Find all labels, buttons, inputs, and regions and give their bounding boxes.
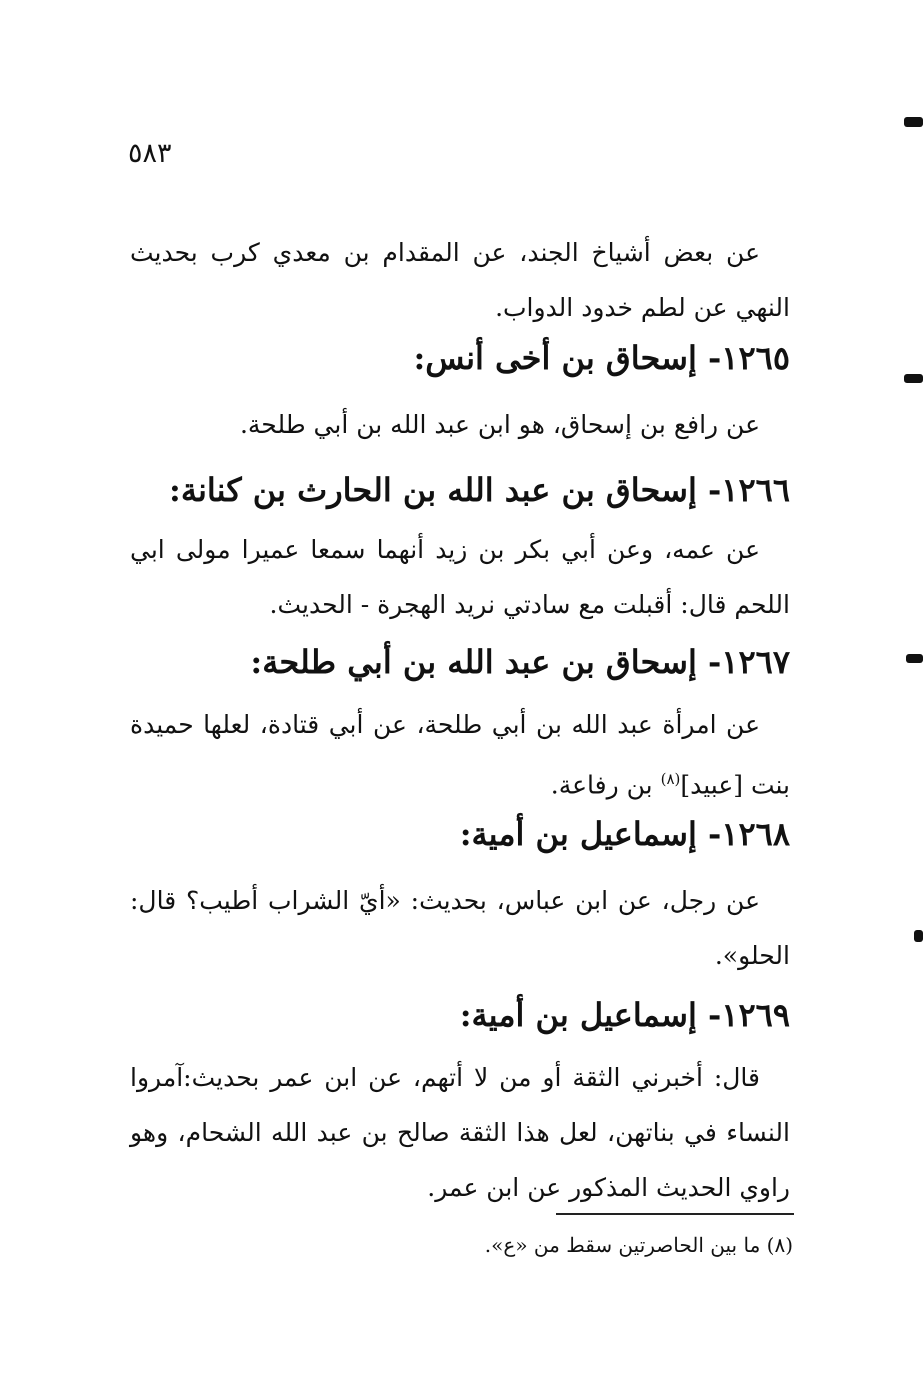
entry-1265: [130, 333, 790, 383]
entry-1268-body: [130, 873, 790, 983]
entry-paragraph: عن رافع بن إسحاق، هو ابن عبد الله بن أبي طلحة.: [239, 410, 760, 439]
paragraph-text: عن امرأة عبد الله بن أبي طلحة، عن أبي قتادة، لعلها حميدة بنت [عبيد]: [130, 710, 790, 800]
entry-1265-body: [130, 397, 790, 452]
entry-1268: [130, 809, 790, 859]
scan-edge-mark: [904, 117, 923, 127]
page-number: ٥٨٣: [128, 138, 172, 169]
scan-edge-mark: [914, 930, 923, 942]
entry-heading: ١٢٦٨- إسماعيل بن أمية:: [459, 815, 790, 853]
entry-1269-body: [130, 1050, 790, 1215]
entry-paragraph: قال: أخبرني الثقة أو من لا أتهم، عن ابن عمر بحديث:آمروا النساء في بناتهن، لعل هذا الثقة صالح بن عبد الله الشحام، وهو راوي الحديث المذكور عن ابن عمر.: [130, 1063, 790, 1202]
entry-heading: ١٢٦٩- إسماعيل بن أمية:: [459, 996, 790, 1034]
entry-paragraph: عن رجل، عن ابن عباس، بحديث: «أيّ الشراب أطيب؟ قال: الحلو».: [130, 886, 790, 970]
entry-1267: [130, 637, 790, 687]
entry-1266: [130, 465, 790, 515]
footnote-reference: (٨): [660, 770, 681, 788]
footnote-divider: [556, 1213, 794, 1215]
entry-1269: [130, 990, 790, 1040]
footnote: (٨) ما بين الحاصرتين سقط من «ع».: [484, 1233, 793, 1257]
entry-heading: ١٢٦٥- إسحاق بن أخى أنس:: [413, 339, 790, 377]
entry-paragraph: عن بعض أشياخ الجند، عن المقدام بن معدي كرب بحديث النهي عن لطم خدود الدواب.: [130, 238, 790, 322]
entry-paragraph: [130, 697, 790, 812]
scan-edge-mark: [906, 654, 923, 663]
entry-heading: ١٢٦٦- إسحاق بن عبد الله بن الحارث بن كنانة:: [169, 471, 790, 509]
scan-edge-mark: [904, 374, 923, 383]
entry-heading: ١٢٦٧- إسحاق بن عبد الله بن أبي طلحة:: [250, 643, 790, 681]
entry-paragraph: عن عمه، وعن أبي بكر بن زيد أنهما سمعا عميرا مولى ابي اللحم قال: أقبلت مع سادتي نريد الهجرة - الحديث.: [130, 535, 790, 619]
paragraph-text: بن رفاعة.: [550, 770, 661, 800]
entry-intro: [130, 225, 790, 335]
entry-1267-body: [130, 697, 790, 812]
entry-1266-body: [130, 522, 790, 632]
